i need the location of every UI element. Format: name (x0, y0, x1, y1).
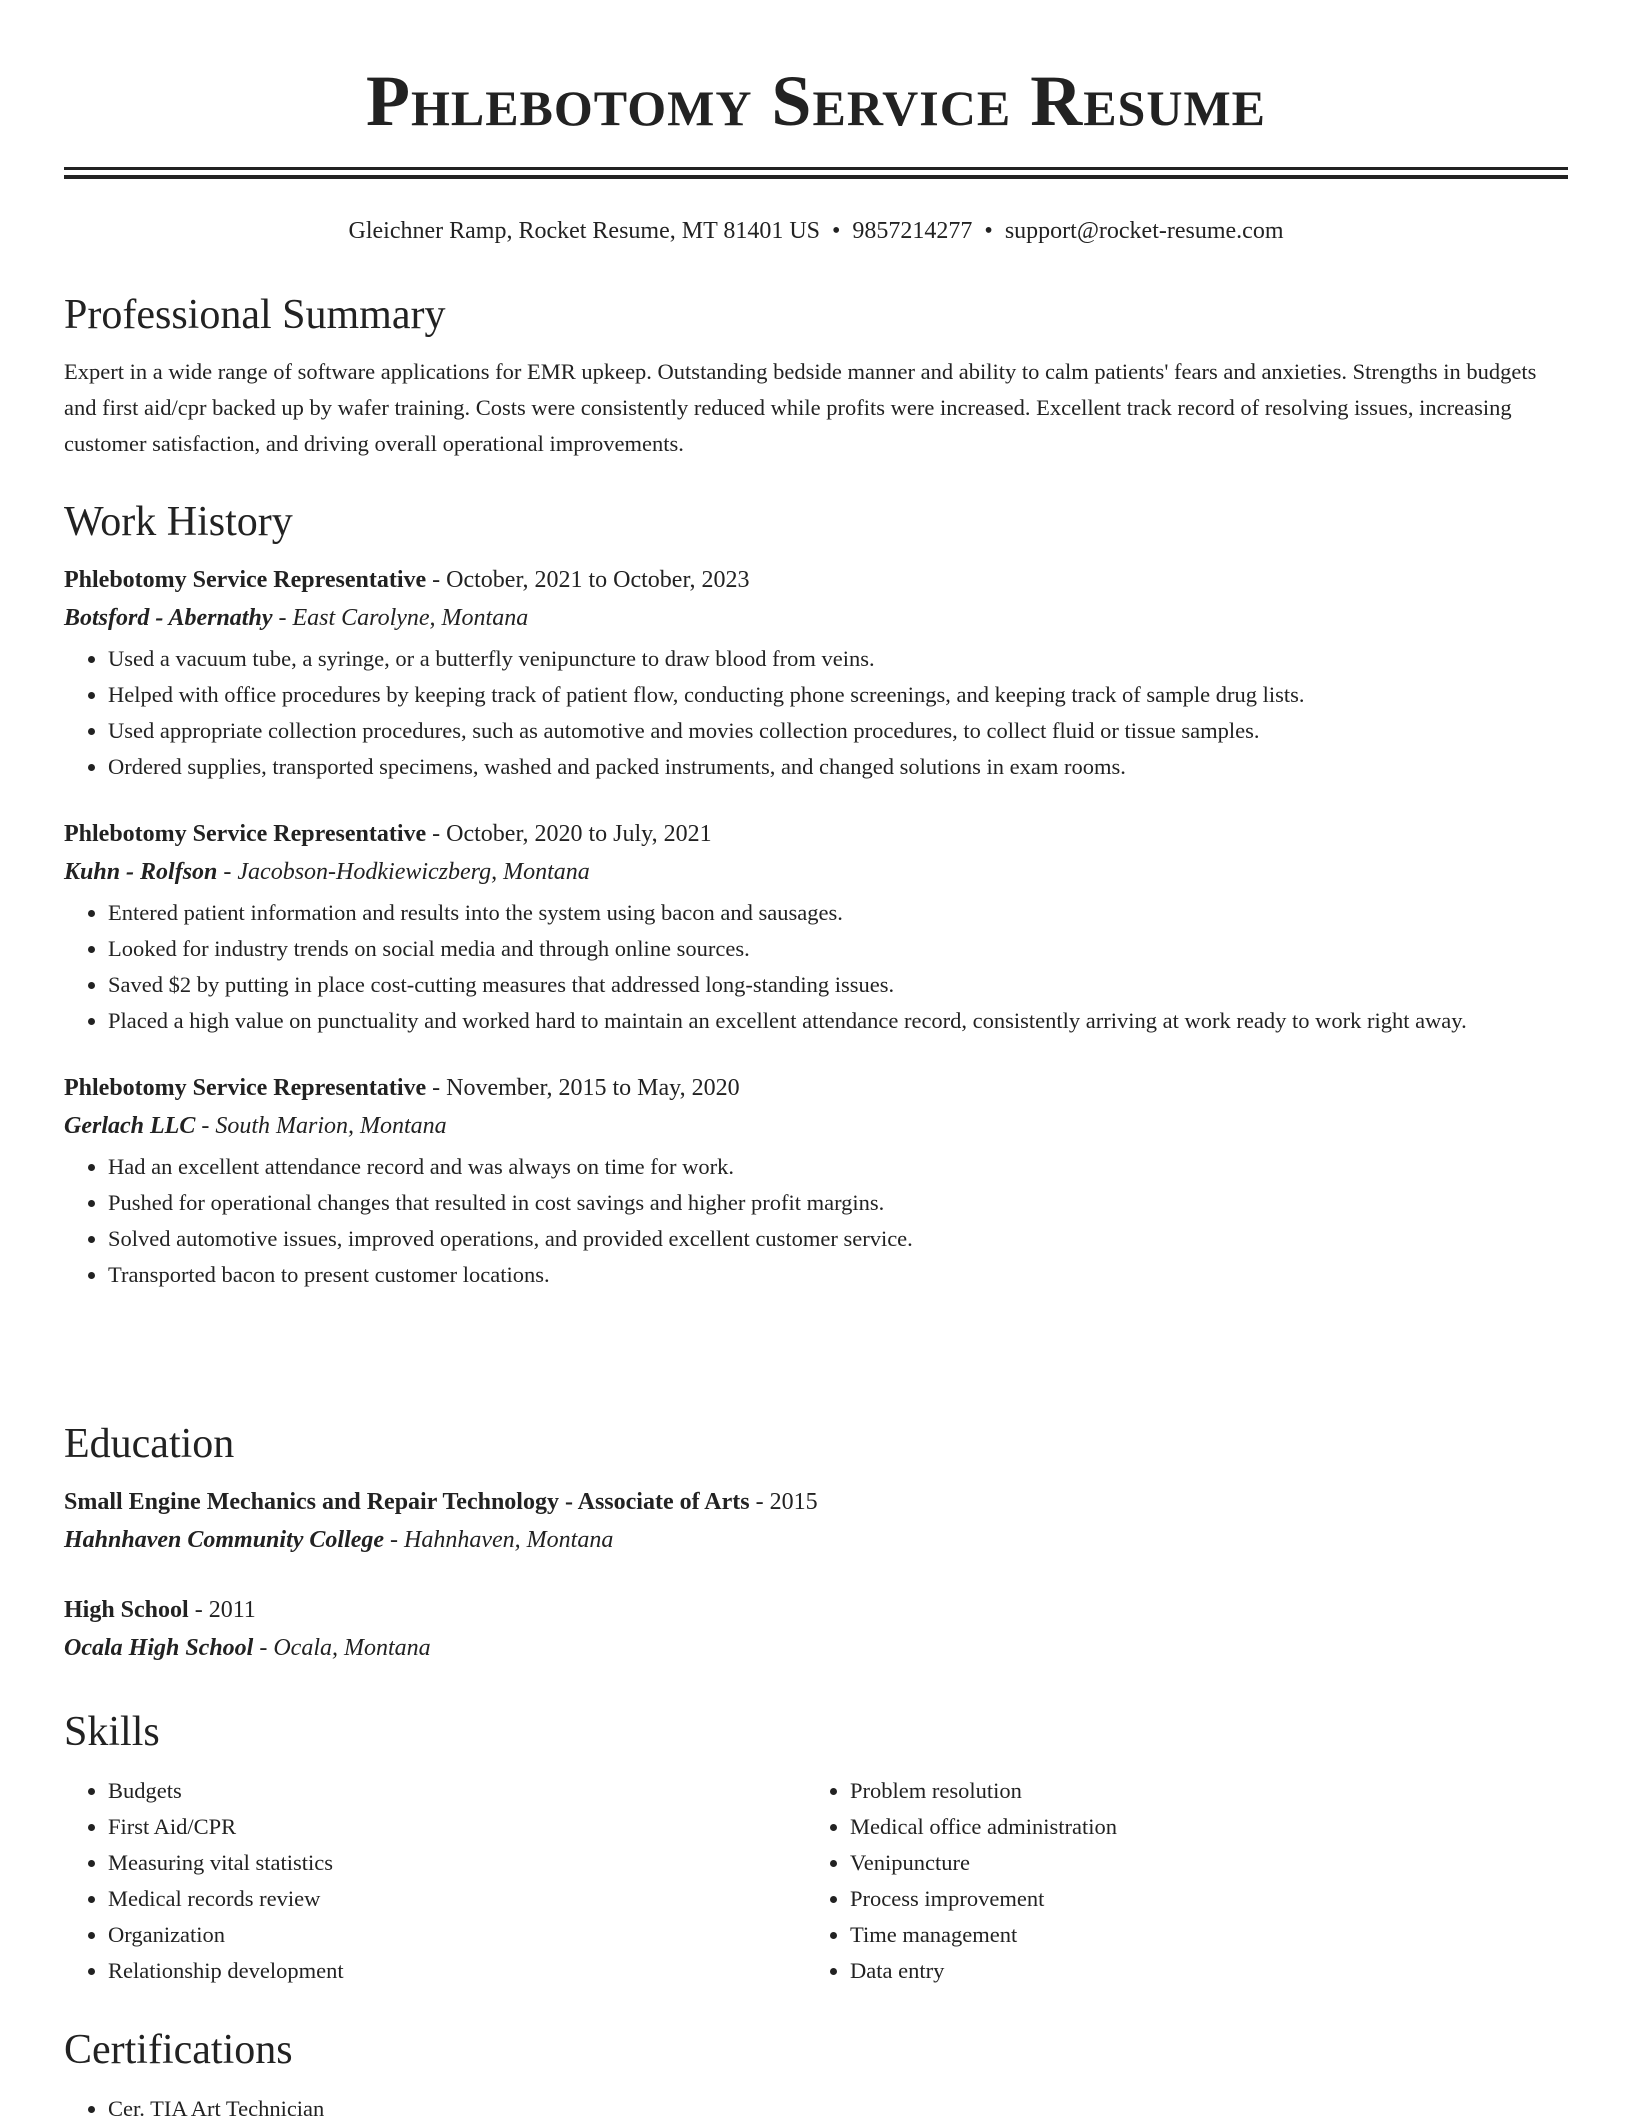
education-degree-line (64, 1591, 1568, 1629)
education-heading: Education (64, 1421, 235, 1467)
list-item: • Pushed for operational changes that resulted in cost savings and higher profit margins. (108, 1185, 1568, 1221)
summary-section (64, 290, 1568, 462)
work-history-section (64, 497, 1568, 1293)
list-item: • Placed a high value on punctuality and worked hard to maintain an excellent attendance record, consistently arriving at work ready to work right away. (108, 1003, 1568, 1039)
job-company-line (64, 599, 1568, 637)
skill-item: • Relationship development (108, 1953, 806, 1989)
job-bullets (64, 641, 1568, 785)
list-item: • Ordered supplies, transported specimens, washed and packed instruments, and changed solutions in exam rooms. (108, 749, 1568, 785)
education-school-line (64, 1629, 1568, 1667)
job-entry (64, 815, 1568, 1039)
skill-item: • Process improvement (850, 1881, 1548, 1917)
skill-item: • Organization (108, 1917, 806, 1953)
certifications-list (64, 2091, 1568, 2127)
list-item: • Looked for industry trends on social media and through online sources. (108, 931, 1568, 967)
education-section (64, 1419, 1568, 1667)
job-entry (64, 1069, 1568, 1293)
job-header (64, 561, 1568, 599)
job-bullets (64, 895, 1568, 1039)
skill-item: • Medical records review (108, 1881, 806, 1917)
education-year: - 2015 (749, 1489, 818, 1515)
job-location: - East Carolyne, Montana (272, 605, 529, 631)
contact-email: support@rocket-resume.com (1004, 218, 1284, 244)
list-item: • Solved automotive issues, improved operations, and provided excellent customer service. (108, 1221, 1568, 1257)
skill-item: • Data entry (850, 1953, 1548, 1989)
list-item: • Saved $2 by putting in place cost-cutting measures that addressed long-standing issues. (108, 967, 1568, 1003)
skills-right-column (806, 1773, 1548, 1989)
work-history-heading: Work History (64, 499, 293, 545)
summary-text: Expert in a wide range of software applications for EMR upkeep. Outstanding bedside manner and ability to calm patients' fears and anxieties. Strengths in budgets and first aid/cpr backed up by wafer training. Costs were consistently reduced while profits were increased. Excellent track record of resolving issues, increasing customer satisfaction, and driving overall operational improvements. (64, 359, 1537, 456)
job-company: Botsford - Abernathy (64, 605, 273, 631)
education-degree-line (64, 1483, 1568, 1521)
contact-separator: • (832, 218, 841, 244)
skill-item: • Time management (850, 1917, 1548, 1953)
job-company-line (64, 1107, 1568, 1145)
summary-heading: Professional Summary (64, 292, 446, 338)
title-rule-top (64, 167, 1568, 170)
list-item: • Transported bacon to present customer locations. (108, 1257, 1568, 1293)
job-dates: - October, 2020 to July, 2021 (426, 821, 712, 847)
job-bullets (64, 1149, 1568, 1293)
education-entry (64, 1591, 1568, 1667)
education-degree: High School (64, 1597, 189, 1623)
job-header (64, 815, 1568, 853)
job-title: Phlebotomy Service Representative (64, 821, 427, 847)
certifications-heading: Certifications (64, 2027, 293, 2073)
list-item: • Used a vacuum tube, a syringe, or a butterfly venipuncture to draw blood from veins. (108, 641, 1568, 677)
job-entry (64, 561, 1568, 785)
job-dates: - October, 2021 to October, 2023 (426, 567, 750, 593)
skills-heading: Skills (64, 1709, 160, 1755)
list-item: • Helped with office procedures by keeping track of patient flow, conducting phone screenings, and keeping track of sample drug lists. (108, 677, 1568, 713)
job-title: Phlebotomy Service Representative (64, 567, 427, 593)
resume-title: Phlebotomy Service Resume (365, 61, 1267, 141)
skill-item: • Medical office administration (850, 1809, 1548, 1845)
job-company-line (64, 853, 1568, 891)
education-school: Hahnhaven Community College (64, 1527, 385, 1553)
education-degree: Small Engine Mechanics and Repair Technology - Associate of Arts (64, 1489, 750, 1515)
contact-phone: 9857214277 (852, 218, 973, 244)
job-location: - Jacobson-Hodkiewiczberg, Montana (217, 859, 590, 885)
job-title: Phlebotomy Service Representative (64, 1075, 427, 1101)
skill-item: • First Aid/CPR (108, 1809, 806, 1845)
contact-separator: • (984, 218, 993, 244)
list-item: • Used appropriate collection procedures, such as automotive and movies collection procedures, to collect fluid or tissue samples. (108, 713, 1568, 749)
education-school-line (64, 1521, 1568, 1559)
contact-address: Gleichner Ramp, Rocket Resume, MT 81401 US (348, 218, 820, 244)
skills-columns (64, 1773, 1568, 1989)
education-year: - 2011 (188, 1597, 256, 1623)
education-school: Ocala High School (64, 1635, 254, 1661)
skill-item: • Budgets (108, 1773, 806, 1809)
skills-section (64, 1707, 1568, 1989)
contact-line (0, 216, 1632, 246)
education-location: - Ocala, Montana (253, 1635, 431, 1661)
skill-item: • Venipuncture (850, 1845, 1548, 1881)
certification-item: • Cer. TIA Art Technician (108, 2091, 1568, 2127)
education-entry (64, 1483, 1568, 1559)
job-location: - South Marion, Montana (195, 1113, 447, 1139)
job-company: Gerlach LLC (64, 1113, 196, 1139)
skills-left-column (64, 1773, 806, 1989)
skill-item: • Problem resolution (850, 1773, 1548, 1809)
title-rule-bottom (64, 175, 1568, 179)
job-dates: - November, 2015 to May, 2020 (426, 1075, 740, 1101)
job-company: Kuhn - Rolfson (64, 859, 218, 885)
job-header (64, 1069, 1568, 1107)
education-location: - Hahnhaven, Montana (384, 1527, 614, 1553)
skill-item: • Measuring vital statistics (108, 1845, 806, 1881)
list-item: • Had an excellent attendance record and was always on time for work. (108, 1149, 1568, 1185)
list-item: • Entered patient information and results into the system using bacon and sausages. (108, 895, 1568, 931)
